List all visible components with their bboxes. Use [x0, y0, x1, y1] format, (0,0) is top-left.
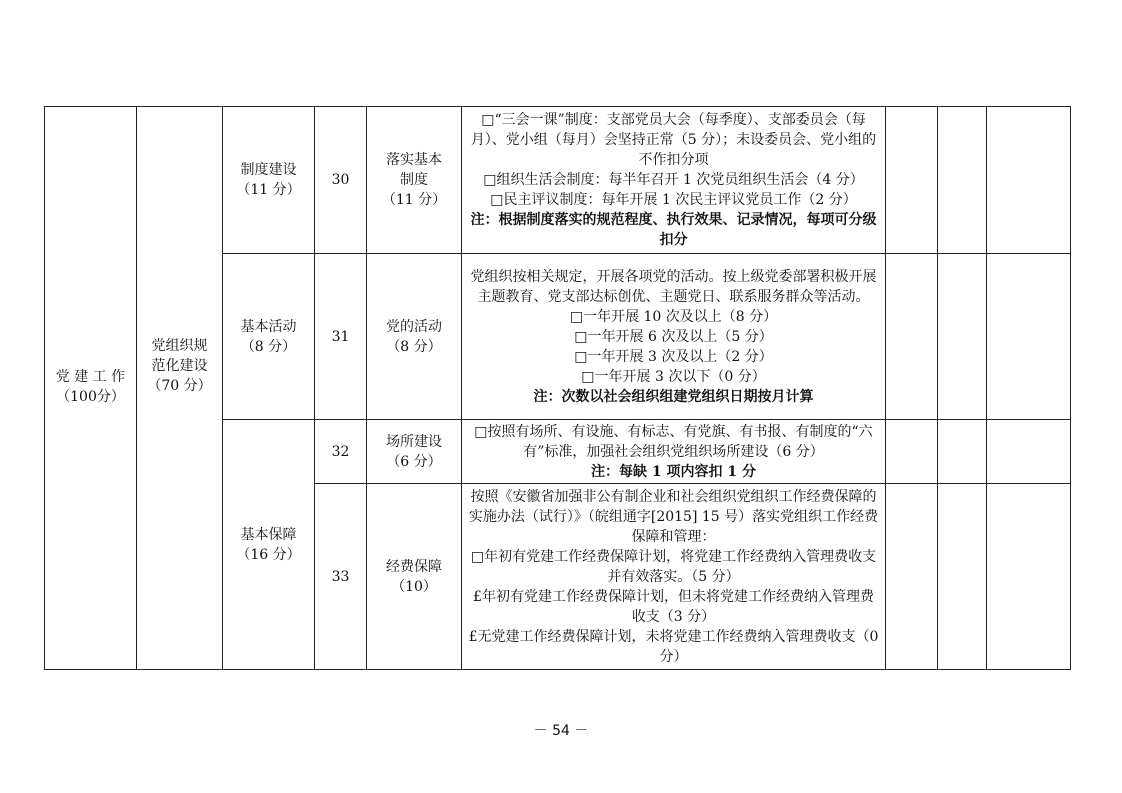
- blank-cell: [938, 254, 987, 420]
- category2-line1: 党组织规: [151, 338, 208, 354]
- item-name: [367, 484, 462, 670]
- content-text: £年初有党建工作经费保障计划，但未将党建工作经费纳入管理费收支（3 分）: [473, 588, 874, 625]
- item-name-line1: 落实基本: [386, 152, 442, 168]
- category-standardization: [137, 107, 223, 670]
- content-text: 按照《安徽省加强非公有制企业和社会组织党组织工作经费保障的实施办法（试行）》（皖组通字[2015] 15 号）落实党组织工作经费保障和管理：: [468, 488, 879, 545]
- item-number: 33: [315, 484, 367, 670]
- blank-cell: [987, 484, 1071, 670]
- content-text: □一年开展 3 次及以上（2 分）: [574, 348, 773, 365]
- item-number: 30: [315, 107, 367, 254]
- item-content: [462, 484, 886, 670]
- content-text: □组织生活会制度：每半年召开 1 次党员组织生活会（4 分）: [483, 172, 864, 188]
- content-text: £无党建工作经费保障计划，未将党建工作经费纳入管理费收支（0 分）: [468, 628, 879, 665]
- content-text: □按照有场所、有设施、有标志、有党旗、有书报、有制度的“六有”标准，加强社会组织党组织场所建设（6 分）: [474, 423, 873, 460]
- item-score: （8 分）: [386, 338, 442, 355]
- evaluation-table: [44, 106, 1071, 670]
- category2-line2: 范化建设: [151, 358, 208, 374]
- item-score: （6 分）: [386, 453, 442, 470]
- content-text: □一年开展 3 次以下（0 分）: [581, 368, 766, 385]
- item-content: [462, 420, 886, 484]
- subcategory-score: （16 分）: [236, 546, 301, 563]
- subcategory-score: （11 分）: [236, 182, 301, 198]
- subcategory-name: 制度建设: [240, 162, 297, 178]
- blank-cell: [938, 420, 987, 484]
- category1-line2: （100分）: [56, 389, 125, 405]
- subcategory-guarantee: [223, 420, 315, 670]
- blank-cell: [886, 484, 938, 670]
- item-content: [462, 254, 886, 420]
- item-name: [367, 254, 462, 420]
- subcategory-name: 基本保障: [240, 526, 297, 543]
- blank-cell: [886, 254, 938, 420]
- item-name-line1: 经费保障: [386, 558, 442, 575]
- category1-line1: 党 建 工 作: [55, 369, 126, 385]
- item-name-line1: 场所建设: [386, 433, 442, 450]
- content-text: □一年开展 10 次及以上（8 分）: [569, 308, 778, 325]
- item-name-line1: 党的活动: [386, 318, 442, 335]
- blank-cell: [987, 420, 1071, 484]
- page-number: － 54 －: [533, 723, 589, 739]
- subcategory-activities: [223, 254, 315, 420]
- blank-cell: [987, 254, 1071, 420]
- item-number: 32: [315, 420, 367, 484]
- item-content: [462, 107, 886, 254]
- blank-cell: [886, 420, 938, 484]
- content-text: □民主评议制度：每年开展 1 次民主评议党员工作（2 分）: [490, 192, 857, 208]
- content-text: □一年开展 6 次及以上（5 分）: [574, 328, 773, 345]
- category2-line3: （70 分）: [147, 378, 212, 394]
- content-note: 注：每缺 1 项内容扣 1 分: [591, 463, 756, 480]
- blank-cell: [938, 107, 987, 254]
- blank-cell: [987, 107, 1071, 254]
- subcategory-name: 基本活动: [240, 318, 297, 335]
- item-score: （11 分）: [381, 192, 447, 208]
- item-name: [367, 107, 462, 254]
- content-note: 注：次数以社会组织组建党组织日期按月计算: [533, 388, 814, 405]
- item-name: [367, 420, 462, 484]
- blank-cell: [938, 484, 987, 670]
- content-text: □“三会一课”制度：支部党员大会（每季度）、支部委员会（每月）、党小组（每月）会坚持正常（5 分）；未设委员会、党小组的不作扣分项: [470, 112, 877, 168]
- subcategory-system: [223, 107, 315, 254]
- item-score: （10）: [391, 578, 437, 595]
- content-text: 党组织按相关规定，开展各项党的活动。按上级党委部署积极开展主题教育、党支部达标创优、主题党日、联系服务群众等活动。: [470, 268, 877, 305]
- table-row: [45, 107, 1071, 254]
- item-number: 31: [315, 254, 367, 420]
- item-name-line2: 制度: [400, 172, 428, 188]
- content-text: □年初有党建工作经费保障计划，将党建工作经费纳入管理费收支并有效落实。（5 分）: [470, 548, 877, 585]
- category-party-building: [45, 107, 137, 670]
- blank-cell: [886, 107, 938, 254]
- content-note: 注：根据制度落实的规范程度、执行效果、记录情况，每项可分级扣分: [470, 212, 877, 248]
- subcategory-score: （8 分）: [240, 338, 297, 355]
